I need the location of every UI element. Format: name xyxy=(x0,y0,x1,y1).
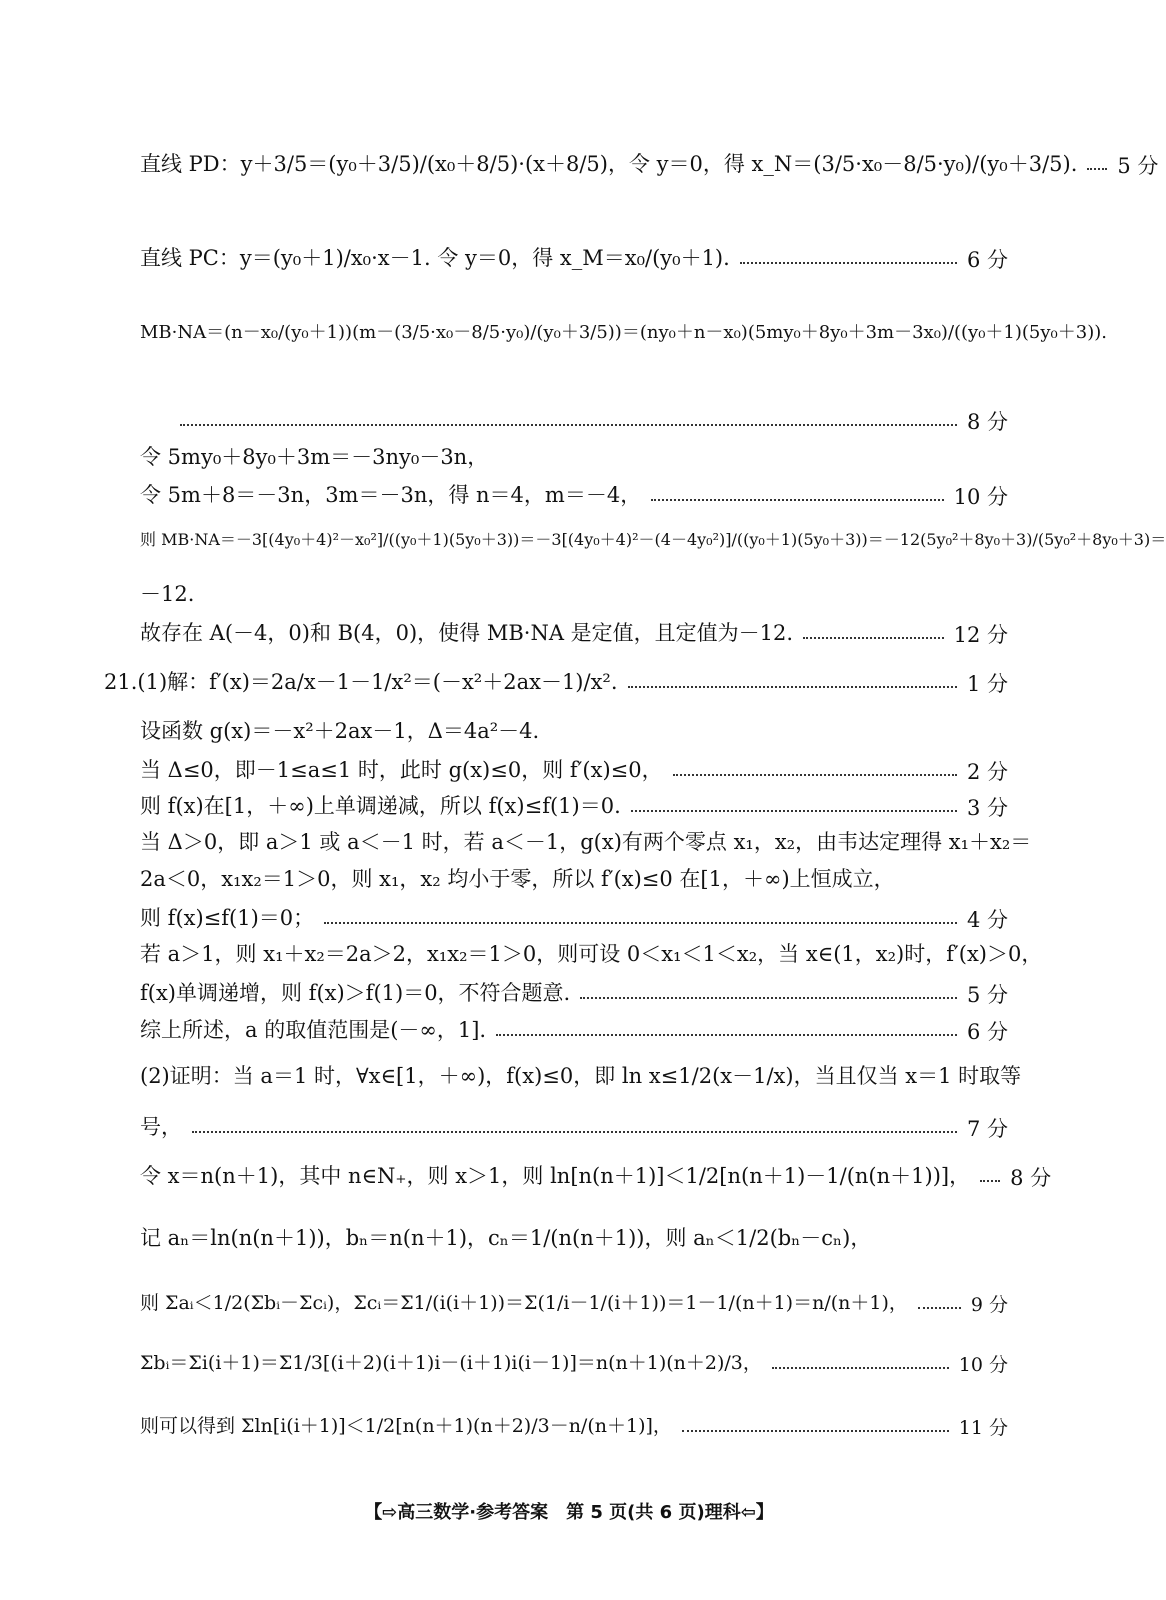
score-label: 8 分 xyxy=(1010,1166,1052,1190)
solution-line: 令 5m＋8＝－3n，3m＝－3n，得 n＝4，m＝－4， 10 分 xyxy=(140,481,1008,511)
solution-line: 则 f(x)在[1，＋∞)上单调递减，所以 f(x)≤f(1)＝0. 3 分 xyxy=(140,792,1008,822)
solution-line: MB·NA＝(n－x₀/(y₀＋1))(m－(3/5·x₀－8/5·y₀)/(y₀＋3/5))＝(ny₀＋n－x₀)(5my₀＋8y₀＋3m－3x₀)/((y₀＋1)(5y₀＋3)). xyxy=(140,322,1107,343)
score-label: 3 分 xyxy=(966,796,1008,820)
score-label: 5 分 xyxy=(1117,154,1159,178)
solution-line: 令 x＝n(n＋1)，其中 n∈N₊，则 x＞1，则 ln[n(n＋1)]＜1/2[n(n＋1)－1/(n(n＋1))]， 8 分 xyxy=(140,1162,1008,1192)
solution-line: －12. xyxy=(140,582,195,606)
solution-line: 则 MB·NA＝－3[(4y₀＋4)²－x₀²]/((y₀＋1)(5y₀＋3))＝－3[(4y₀＋4)²－(4－4y₀²)]/((y₀＋1)(5y₀＋3))＝－12(5y₀²＋8y₀＋3)/(5y₀²＋8y₀＋3)＝ xyxy=(140,530,1166,549)
solution-line: f(x)单调递增，则 f(x)＞f(1)＝0，不符合题意. 5 分 xyxy=(140,979,1008,1009)
solution-line: 综上所述，a 的取值范围是(－∞，1]. 6 分 xyxy=(140,1016,1008,1046)
score-label: 5 分 xyxy=(966,983,1008,1007)
page-footer: 【⇨高三数学·参考答案 第 5 页(共 6 页)理科⇦】 xyxy=(364,1502,774,1523)
score-label: 6 分 xyxy=(966,248,1008,272)
solution-line: 若 a＞1，则 x₁＋x₂＝2a＞2，x₁x₂＝1＞0，则可设 0＜x₁＜1＜x₂，当 x∈(1，x₂)时，f′(x)＞0， xyxy=(140,942,1043,966)
solution-line: 设函数 g(x)＝－x²＋2ax－1，Δ＝4a²－4. xyxy=(140,719,540,743)
score-label: 6 分 xyxy=(966,1020,1008,1044)
score-label: 9 分 xyxy=(970,1294,1008,1316)
solution-line: 故存在 A(－4，0)和 B(4，0)，使得 MB·NA 是定值，且定值为－12. 12 分 xyxy=(140,619,1008,649)
score-label: 12 分 xyxy=(953,623,1008,647)
solution-line xyxy=(140,406,1008,436)
score-label: 2 分 xyxy=(966,760,1008,784)
solution-line: 则可以得到 Σln[i(i＋1)]＜1/2[n(n＋1)(n＋2)/3－n/(n＋1)]， 11 分 xyxy=(140,1413,1008,1440)
score-label: 1 分 xyxy=(966,672,1008,696)
solution-line: 2a＜0，x₁x₂＝1＞0，则 x₁，x₂ 均小于零，所以 f′(x)≤0 在[1，＋∞)上恒成立， xyxy=(140,867,895,891)
solution-line: 直线 PD：y＋3/5＝(y₀＋3/5)/(x₀＋8/5)·(x＋8/5)，令 y＝0，得 x_N＝(3/5·x₀－8/5·y₀)/(y₀＋3/5). 5 分 xyxy=(140,150,1008,180)
score-label: 8 分 xyxy=(966,410,1008,434)
score-label: 4 分 xyxy=(966,908,1008,932)
solution-line: 直线 PC：y＝(y₀＋1)/x₀·x－1. 令 y＝0，得 x_M＝x₀/(y₀＋1). 6 分 xyxy=(140,244,1008,274)
score-label: 10 分 xyxy=(958,1354,1008,1376)
solution-line: 号， 7 分 xyxy=(140,1113,1008,1143)
score-label: 7 分 xyxy=(966,1117,1008,1141)
solution-line: 21.(1)解：f′(x)＝2a/x－1－1/x²＝(－x²＋2ax－1)/x². 1 分 xyxy=(104,668,1008,698)
solution-line: 记 aₙ＝ln(n(n＋1))，bₙ＝n(n＋1)，cₙ＝1/(n(n＋1))，则 aₙ＜1/2(bₙ－cₙ)， xyxy=(140,1226,872,1250)
solution-line: 则 f(x)≤f(1)＝0； 4 分 xyxy=(140,904,1008,934)
solution-line: 当 Δ＞0，即 a＞1 或 a＜－1 时，若 a＜－1，g(x)有两个零点 x₁，x₂，由韦达定理得 x₁＋x₂＝ xyxy=(140,830,1032,854)
solution-line: 则 Σaᵢ＜1/2(Σbᵢ－Σcᵢ)，Σcᵢ＝Σ1/(i(i＋1))＝Σ(1/i－1/(i＋1))＝1－1/(n＋1)＝n/(n＋1)， 9 分 xyxy=(140,1290,1008,1317)
solution-line: 令 5my₀＋8y₀＋3m＝－3ny₀－3n， xyxy=(140,445,489,469)
score-label: 11 分 xyxy=(958,1417,1008,1439)
solution-line: 当 Δ≤0，即－1≤a≤1 时，此时 g(x)≤0，则 f′(x)≤0， 2 分 xyxy=(140,756,1008,786)
score-label: 10 分 xyxy=(953,485,1008,509)
solution-line: Σbᵢ＝Σi(i＋1)＝Σ1/3[(i＋2)(i＋1)i－(i＋1)i(i－1)]＝n(n＋1)(n＋2)/3， 10 分 xyxy=(140,1350,1008,1377)
solution-line: (2)证明：当 a＝1 时，∀x∈[1，＋∞)，f(x)≤0，即 ln x≤1/2(x－1/x)，当且仅当 x＝1 时取等 xyxy=(140,1064,1022,1088)
